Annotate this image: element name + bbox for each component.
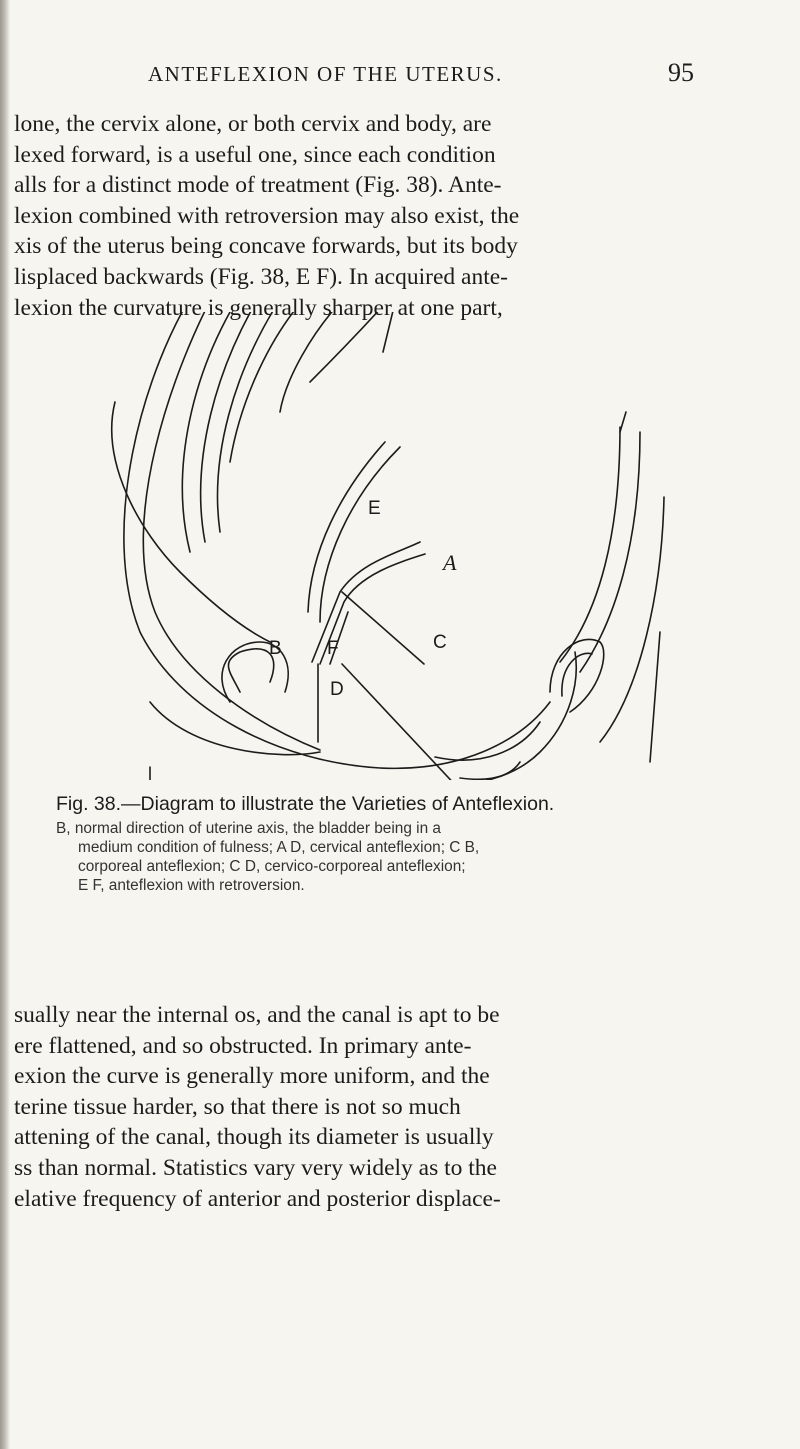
label-f: F: [327, 638, 339, 659]
caption-line: B, normal direction of uterine axis, the bladder being in a: [56, 820, 441, 837]
contour-e-3: [218, 312, 290, 532]
outer-contour-2: [143, 312, 320, 750]
text-line: lexed forward, is a useful one, since each condition: [14, 141, 496, 168]
caption-line: corporeal anteflexion; C D, cervico-corporeal anteflexion;: [78, 858, 466, 875]
text-line: ere flattened, and so obstructed. In primary ante-: [14, 1032, 472, 1059]
caption-line: E F, anteflexion with retroversion.: [78, 877, 305, 894]
axis-c: [342, 592, 424, 664]
contour-e-2: [201, 312, 265, 542]
paragraph-bottom: [14, 1000, 690, 1214]
text-line: elative frequency of anterior and posterior displace-: [14, 1185, 501, 1212]
label-a: A: [443, 550, 457, 575]
axis-d: [342, 664, 460, 780]
loop-b: [228, 649, 273, 692]
figure-caption: [56, 793, 696, 895]
anteflexion-diagram: [80, 312, 680, 780]
lower-hook: [460, 762, 520, 779]
text-line: lexion the curvature is generally sharper at one part,: [14, 294, 503, 321]
right-bracket: [620, 412, 626, 432]
text-line: alls for a distinct mode of treatment (Fig. 38). Ante-: [14, 172, 502, 199]
caption-title: Fig. 38.—Diagram to illustrate the Varieties of Anteflexion.: [56, 793, 555, 815]
contour-e-5: [280, 312, 350, 412]
loop-right: [550, 639, 604, 712]
right-vertical-1: [560, 427, 620, 662]
text-line: lisplaced backwards (Fig. 38, E F). In acquired ante-: [14, 263, 508, 290]
text-line: exion the curve is generally more uniform, and the: [14, 1063, 490, 1090]
text-line: xis of the uterus being concave forwards, but its body: [14, 233, 518, 260]
running-head: ANTEFLEXION OF THE UTERUS.: [148, 62, 503, 86]
line-a-top: [383, 312, 400, 352]
text-line: lone, the cervix alone, or both cervix and body, are: [14, 111, 492, 137]
label-c: C: [433, 632, 447, 653]
text-line: lexion combined with retroversion may also exist, the: [14, 202, 520, 229]
text-line: attening of the canal, though its diameter is usually: [14, 1124, 494, 1151]
right-vertical-2: [580, 432, 640, 672]
text-line: terine tissue harder, so that there is not so much: [14, 1093, 461, 1120]
label-d: D: [330, 679, 344, 700]
paragraph-top: [14, 109, 690, 323]
contour-e-4: [230, 312, 315, 462]
label-b: B: [269, 638, 282, 659]
page-number: 95: [668, 58, 694, 87]
axis-a: [308, 442, 385, 612]
page-header: [0, 58, 800, 98]
label-e: E: [368, 498, 381, 519]
text-line: ss than normal. Statistics vary very widely as to the: [14, 1154, 497, 1181]
right-vertical-4: [650, 632, 660, 762]
book-binding-edge: [0, 0, 10, 1449]
cervix-b-lower: [150, 702, 320, 755]
text-line: sually near the internal os, and the canal is apt to be: [14, 1002, 500, 1028]
caption-body: [56, 819, 696, 895]
caption-line: medium condition of fulness; A D, cervical anteflexion; C B,: [78, 839, 480, 856]
diagram-drawing: [80, 312, 680, 780]
